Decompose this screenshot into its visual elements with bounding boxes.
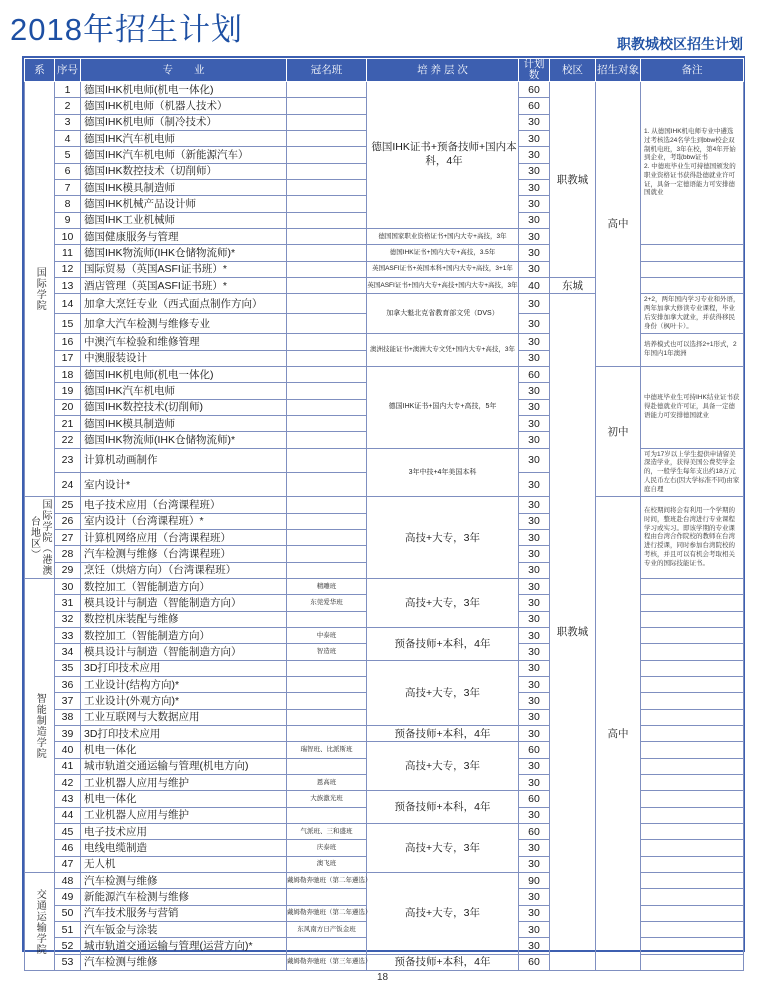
crown-class: 智造班 bbox=[287, 644, 367, 660]
crown-class bbox=[287, 98, 367, 114]
plan-count: 30 bbox=[519, 709, 550, 725]
row-number: 20 bbox=[55, 399, 81, 415]
plan-count: 60 bbox=[519, 98, 550, 114]
row-number: 34 bbox=[55, 644, 81, 660]
row-number: 9 bbox=[55, 212, 81, 228]
row-number: 40 bbox=[55, 742, 81, 758]
major-name: 工业机器人应用与维护 bbox=[81, 775, 287, 791]
plan-count: 30 bbox=[519, 562, 550, 578]
major-name: 德国IHK机电师（机器人技术） bbox=[81, 98, 287, 114]
crown-class: 瑞智班、比派斯班 bbox=[287, 742, 367, 758]
major-name: 电子技术应用（台湾课程班） bbox=[81, 497, 287, 513]
plan-count: 30 bbox=[519, 334, 550, 350]
crown-class bbox=[287, 513, 367, 529]
crown-class bbox=[287, 399, 367, 415]
plan-count: 30 bbox=[519, 530, 550, 546]
crown-class: 戴姆勒奔驰班（第二年遴选） bbox=[287, 873, 367, 889]
row-number: 15 bbox=[55, 314, 81, 334]
crown-class bbox=[287, 497, 367, 513]
table-row bbox=[25, 497, 744, 513]
major-name: 电子技术应用 bbox=[81, 824, 287, 840]
crown-class bbox=[287, 693, 367, 709]
crown-class: 大族激光班 bbox=[287, 791, 367, 807]
major-name: 德国IHK机电师(机电一体化) bbox=[81, 82, 287, 98]
row-number: 46 bbox=[55, 840, 81, 856]
row-number: 33 bbox=[55, 628, 81, 644]
major-name: 德国IHK汽车机电师 bbox=[81, 131, 287, 147]
crown-class bbox=[287, 758, 367, 774]
dept-cell: 国际学院 bbox=[25, 82, 55, 497]
crown-class: 精雕班 bbox=[287, 579, 367, 595]
row-number: 36 bbox=[55, 677, 81, 693]
row-number: 42 bbox=[55, 775, 81, 791]
plan-count: 30 bbox=[519, 905, 550, 921]
plan-count: 30 bbox=[519, 513, 550, 529]
target-cell: 初中 bbox=[596, 367, 641, 497]
target-cell: 高中 bbox=[596, 82, 641, 367]
crown-class bbox=[287, 245, 367, 261]
plan-count: 60 bbox=[519, 82, 550, 98]
row-number: 37 bbox=[55, 693, 81, 709]
note-cell bbox=[641, 905, 744, 921]
training-level: 预备技师+本科，4年 bbox=[367, 791, 519, 824]
crown-class bbox=[287, 546, 367, 562]
table-row bbox=[25, 367, 744, 383]
crown-class bbox=[287, 196, 367, 212]
row-number: 6 bbox=[55, 163, 81, 179]
table-body bbox=[25, 82, 744, 971]
plan-count: 30 bbox=[519, 131, 550, 147]
training-level: 3年中技+4年美国本科 bbox=[367, 448, 519, 497]
row-number: 5 bbox=[55, 147, 81, 163]
note-cell bbox=[641, 611, 744, 627]
crown-class bbox=[287, 448, 367, 472]
training-level: 高技+大专，3年 bbox=[367, 579, 519, 628]
plan-count: 30 bbox=[519, 114, 550, 130]
crown-class bbox=[287, 709, 367, 725]
row-number: 29 bbox=[55, 562, 81, 578]
row-number: 27 bbox=[55, 530, 81, 546]
major-name: 德国IHK模具制造师 bbox=[81, 180, 287, 196]
note-cell bbox=[641, 856, 744, 872]
training-level: 高技+大专，3年 bbox=[367, 497, 519, 579]
plan-count: 30 bbox=[519, 416, 550, 432]
plan-count: 30 bbox=[519, 856, 550, 872]
crown-class bbox=[287, 147, 367, 163]
note-cell bbox=[641, 726, 744, 742]
training-level: 澳洲技能证书+澳洲大专文凭+国内大专+高技，3年 bbox=[367, 334, 519, 367]
plan-count: 30 bbox=[519, 579, 550, 595]
plan-count: 60 bbox=[519, 367, 550, 383]
header-note: 备注 bbox=[641, 59, 744, 82]
plan-count: 30 bbox=[519, 840, 550, 856]
note-cell bbox=[641, 677, 744, 693]
dept-cell: 智能制造学院 bbox=[25, 579, 55, 873]
header-plan: 计划数 bbox=[519, 59, 550, 82]
major-name: 汽车技术服务与营销 bbox=[81, 905, 287, 921]
note-cell bbox=[641, 709, 744, 725]
plan-count: 30 bbox=[519, 644, 550, 660]
major-name: 工业设计(结构方向)* bbox=[81, 677, 287, 693]
note-cell bbox=[641, 791, 744, 807]
major-name: 模具设计与制造（智能制造方向） bbox=[81, 644, 287, 660]
crown-class bbox=[287, 677, 367, 693]
row-number: 17 bbox=[55, 350, 81, 366]
note-cell: 培养模式也可以选择2+1形式，2年国内1年澳洲 bbox=[641, 334, 744, 367]
note-cell: 1. 从德国IHK机电师专业中遴选过考核选24名学生到bbw校企双制机电班，3年在校，第4年开始到企业，考取bbw证书 2. 中德班毕业生可持德国颁发的职业资格证书获得赴德就业许可证，具备一定德语能力可安排德国就业 bbox=[641, 82, 744, 245]
plan-count: 30 bbox=[519, 628, 550, 644]
crown-class bbox=[287, 530, 367, 546]
major-name: 德国IHK数控技术（切削师） bbox=[81, 163, 287, 179]
crown-class: 庆泰班 bbox=[287, 840, 367, 856]
crown-class bbox=[287, 334, 367, 350]
major-name: 电线电缆制造 bbox=[81, 840, 287, 856]
row-number: 38 bbox=[55, 709, 81, 725]
major-name: 计算机动画制作 bbox=[81, 448, 287, 472]
training-level: 预备技师+本科，4年 bbox=[367, 628, 519, 661]
row-number: 25 bbox=[55, 497, 81, 513]
row-number: 53 bbox=[55, 954, 81, 970]
training-level: 预备技师+本科，4年 bbox=[367, 726, 519, 742]
training-level: 德国IHK证书+预备技师+国内本科，4年 bbox=[367, 82, 519, 229]
plan-count: 30 bbox=[519, 726, 550, 742]
major-name: 室内设计（台湾课程班）* bbox=[81, 513, 287, 529]
crown-class bbox=[287, 131, 367, 147]
crown-class bbox=[287, 314, 367, 334]
major-name: 机电一体化 bbox=[81, 742, 287, 758]
campus-cell: 职教城 bbox=[550, 82, 596, 278]
row-number: 3 bbox=[55, 114, 81, 130]
training-level: 英国ASFI证书+国内大专+高技+国内大专+高技，3年 bbox=[367, 277, 519, 293]
major-name: 加拿大汽车检测与维修专业 bbox=[81, 314, 287, 334]
row-number: 21 bbox=[55, 416, 81, 432]
crown-class bbox=[287, 807, 367, 823]
crown-class bbox=[287, 473, 367, 497]
major-name: 数控加工（智能制造方向） bbox=[81, 579, 287, 595]
header-major: 专 业 bbox=[81, 59, 287, 82]
row-number: 10 bbox=[55, 228, 81, 244]
plan-count: 60 bbox=[519, 791, 550, 807]
major-name: 德国IHK物流师(IHK仓储物流师)* bbox=[81, 245, 287, 261]
training-level: 德国IHK证书+国内大专+高技，5年 bbox=[367, 367, 519, 449]
training-level: 德国IHK证书+国内大专+高技，3.5年 bbox=[367, 245, 519, 261]
row-number: 28 bbox=[55, 546, 81, 562]
training-level: 英国ASFI证书+英国本科+国内大专+高技，3+1年 bbox=[367, 261, 519, 277]
plan-count: 30 bbox=[519, 775, 550, 791]
note-cell bbox=[641, 824, 744, 840]
row-number: 19 bbox=[55, 383, 81, 399]
major-name: 室内设计* bbox=[81, 473, 287, 497]
crown-class bbox=[287, 228, 367, 244]
major-name: 加拿大烹饪专业（西式面点制作方向） bbox=[81, 294, 287, 314]
crown-class bbox=[287, 416, 367, 432]
crown-class bbox=[287, 261, 367, 277]
major-name: 酒店管理（英国ASFI证书班）* bbox=[81, 277, 287, 293]
crown-class bbox=[287, 350, 367, 366]
note-cell bbox=[641, 742, 744, 758]
plan-count: 30 bbox=[519, 546, 550, 562]
major-name: 中澳汽车检验和维修管理 bbox=[81, 334, 287, 350]
major-name: 汽车钣金与涂装 bbox=[81, 922, 287, 938]
header-target: 招生对象 bbox=[596, 59, 641, 82]
dept-cell: 交通运输学院 bbox=[25, 873, 55, 971]
major-name: 汽车检测与维修（台湾课程班） bbox=[81, 546, 287, 562]
row-number: 41 bbox=[55, 758, 81, 774]
row-number: 18 bbox=[55, 367, 81, 383]
major-name: 德国IHK工业机械师 bbox=[81, 212, 287, 228]
crown-class bbox=[287, 611, 367, 627]
note-cell: 在校期间将会有利用一个学期的时间，整班赴台湾进行专业课程学习或实习。即该学期的专业课程由台湾合作院校的教师在台湾进行授课，同时参加台湾院校的考核，并且可以有机会考取相关专业的国际技能证书。 bbox=[641, 497, 744, 579]
plan-count: 30 bbox=[519, 693, 550, 709]
major-name: 数控机床装配与维修 bbox=[81, 611, 287, 627]
note-cell bbox=[641, 922, 744, 938]
crown-class bbox=[287, 383, 367, 399]
row-number: 39 bbox=[55, 726, 81, 742]
note-cell bbox=[641, 245, 744, 261]
row-number: 24 bbox=[55, 473, 81, 497]
training-level: 高技+大专，3年 bbox=[367, 824, 519, 873]
major-name: 新能源汽车检测与维修 bbox=[81, 889, 287, 905]
plan-count: 30 bbox=[519, 196, 550, 212]
training-level: 高技+大专，3年 bbox=[367, 660, 519, 725]
crown-class: 戴姆勒奔驰班（第二年遴选） bbox=[287, 905, 367, 921]
plan-count: 30 bbox=[519, 889, 550, 905]
crown-class bbox=[287, 889, 367, 905]
major-name: 德国IHK机电师(机电一体化) bbox=[81, 367, 287, 383]
crown-class bbox=[287, 82, 367, 98]
plan-count: 30 bbox=[519, 611, 550, 627]
note-cell bbox=[641, 644, 744, 660]
row-number: 12 bbox=[55, 261, 81, 277]
major-name: 汽车检测与维修 bbox=[81, 954, 287, 970]
plan-count: 30 bbox=[519, 660, 550, 676]
crown-class bbox=[287, 562, 367, 578]
major-name: 工业互联网与大数据应用 bbox=[81, 709, 287, 725]
plan-count: 30 bbox=[519, 497, 550, 513]
table-row bbox=[25, 82, 744, 98]
plan-count: 30 bbox=[519, 261, 550, 277]
crown-class: 戴姆勒奔驰班（第三年遴选） bbox=[287, 954, 367, 970]
plan-count: 30 bbox=[519, 595, 550, 611]
major-name: 德国IHK数控技术(切削师) bbox=[81, 399, 287, 415]
major-name: 国际贸易（英国ASFI证书班）* bbox=[81, 261, 287, 277]
plan-count: 30 bbox=[519, 228, 550, 244]
header-no: 序号 bbox=[55, 59, 81, 82]
note-cell bbox=[641, 660, 744, 676]
note-cell bbox=[641, 628, 744, 644]
crown-class bbox=[287, 367, 367, 383]
crown-class bbox=[287, 294, 367, 314]
plan-count: 60 bbox=[519, 824, 550, 840]
major-name: 德国IHK机械产品设计师 bbox=[81, 196, 287, 212]
note-cell bbox=[641, 840, 744, 856]
plan-count: 30 bbox=[519, 212, 550, 228]
note-cell: 2+2，两年国内学习专业和外语，两年加拿大修读专业课程，毕业后安排加拿大就业，并获得移民身份（枫叶卡）。 bbox=[641, 294, 744, 334]
row-number: 23 bbox=[55, 448, 81, 472]
crown-class bbox=[287, 212, 367, 228]
note-cell bbox=[641, 873, 744, 889]
major-name: 3D打印技术应用 bbox=[81, 726, 287, 742]
enrollment-table bbox=[24, 58, 744, 971]
major-name: 数控加工（智能制造方向） bbox=[81, 628, 287, 644]
row-number: 35 bbox=[55, 660, 81, 676]
plan-count: 30 bbox=[519, 938, 550, 954]
plan-count: 30 bbox=[519, 314, 550, 334]
crown-class bbox=[287, 114, 367, 130]
crown-class bbox=[287, 726, 367, 742]
row-number: 1 bbox=[55, 82, 81, 98]
crown-class bbox=[287, 180, 367, 196]
plan-count: 30 bbox=[519, 147, 550, 163]
plan-count: 60 bbox=[519, 742, 550, 758]
header-crown: 冠名班 bbox=[287, 59, 367, 82]
row-number: 30 bbox=[55, 579, 81, 595]
plan-count: 30 bbox=[519, 473, 550, 497]
plan-count: 30 bbox=[519, 163, 550, 179]
major-name: 汽车检测与维修 bbox=[81, 873, 287, 889]
note-cell bbox=[641, 807, 744, 823]
training-level: 预备技师+本科，4年 bbox=[367, 954, 519, 970]
row-number: 44 bbox=[55, 807, 81, 823]
crown-class bbox=[287, 938, 367, 954]
major-name: 德国IHK机电师（制冷技术） bbox=[81, 114, 287, 130]
page-number: 18 bbox=[376, 972, 389, 983]
note-cell bbox=[641, 775, 744, 791]
training-level: 高技+大专，3年 bbox=[367, 873, 519, 955]
row-number: 50 bbox=[55, 905, 81, 921]
enrollment-table-frame bbox=[22, 56, 745, 969]
row-number: 32 bbox=[55, 611, 81, 627]
major-name: 德国IHK物流师(IHK仓储物流师)* bbox=[81, 432, 287, 448]
header-campus: 校区 bbox=[550, 59, 596, 82]
major-name: 无人机 bbox=[81, 856, 287, 872]
training-level: 德国国家职业资格证书+国内大专+高技，3年 bbox=[367, 228, 519, 244]
crown-class bbox=[287, 277, 367, 293]
campus-cell: 东城 bbox=[550, 277, 596, 293]
row-number: 8 bbox=[55, 196, 81, 212]
page-title: 2018年招生计划 bbox=[10, 12, 243, 47]
row-number: 2 bbox=[55, 98, 81, 114]
plan-count: 40 bbox=[519, 277, 550, 293]
training-level: 高技+大专，3年 bbox=[367, 742, 519, 791]
note-cell bbox=[641, 954, 744, 970]
note-cell bbox=[641, 693, 744, 709]
crown-class: 恩高班 bbox=[287, 775, 367, 791]
major-name: 城市轨道交通运输与管理(运营方向)* bbox=[81, 938, 287, 954]
header-dept: 系 bbox=[25, 59, 55, 82]
crown-class bbox=[287, 163, 367, 179]
note-cell bbox=[641, 261, 744, 277]
plan-count: 30 bbox=[519, 294, 550, 314]
row-number: 49 bbox=[55, 889, 81, 905]
row-number: 22 bbox=[55, 432, 81, 448]
row-number: 4 bbox=[55, 131, 81, 147]
row-number: 52 bbox=[55, 938, 81, 954]
plan-count: 30 bbox=[519, 758, 550, 774]
crown-class bbox=[287, 432, 367, 448]
dept-cell: 国际学院（港澳台地区） bbox=[25, 497, 55, 579]
major-name: 机电一体化 bbox=[81, 791, 287, 807]
note-cell bbox=[641, 595, 744, 611]
row-number: 7 bbox=[55, 180, 81, 196]
major-name: 城市轨道交通运输与管理(机电方向) bbox=[81, 758, 287, 774]
plan-count: 30 bbox=[519, 180, 550, 196]
row-number: 14 bbox=[55, 294, 81, 314]
plan-count: 90 bbox=[519, 873, 550, 889]
major-name: 德国IHK汽车机电师（新能源汽车） bbox=[81, 147, 287, 163]
row-number: 51 bbox=[55, 922, 81, 938]
crown-class: 中泰班 bbox=[287, 628, 367, 644]
major-name: 德国IHK汽车机电师 bbox=[81, 383, 287, 399]
table-header-row bbox=[25, 59, 744, 82]
crown-class: 东风南方日产钣金班 bbox=[287, 922, 367, 938]
row-number: 13 bbox=[55, 277, 81, 293]
major-name: 计算机网络应用（台湾课程班） bbox=[81, 530, 287, 546]
note-cell bbox=[641, 758, 744, 774]
note-cell: 中德班毕业生可持IHK结业证书获得赴德就业许可证，具备一定德语能力可安排德国就业 bbox=[641, 367, 744, 449]
major-name: 工业机器人应用与维护 bbox=[81, 807, 287, 823]
crown-class: 澳飞班 bbox=[287, 856, 367, 872]
row-number: 48 bbox=[55, 873, 81, 889]
plan-count: 30 bbox=[519, 350, 550, 366]
major-name: 德国健康服务与管理 bbox=[81, 228, 287, 244]
major-name: 烹饪（烘焙方向）（台湾课程班） bbox=[81, 562, 287, 578]
campus-cell: 职教城 bbox=[550, 294, 596, 971]
header-level: 培 养 层 次 bbox=[367, 59, 519, 82]
plan-count: 30 bbox=[519, 383, 550, 399]
note-cell: 可为17岁以上学生提供申请留美深造学业，获得美国公费奖学金的，一般学生每年支出约18万元人民币左右(因大学标准不同)由家庭自理 bbox=[641, 448, 744, 497]
row-number: 45 bbox=[55, 824, 81, 840]
crown-class bbox=[287, 660, 367, 676]
plan-count: 30 bbox=[519, 245, 550, 261]
crown-class: 气派班、三和盛班 bbox=[287, 824, 367, 840]
note-cell bbox=[641, 889, 744, 905]
row-number: 31 bbox=[55, 595, 81, 611]
major-name: 3D打印技术应用 bbox=[81, 660, 287, 676]
row-number: 11 bbox=[55, 245, 81, 261]
row-number: 26 bbox=[55, 513, 81, 529]
plan-count: 30 bbox=[519, 399, 550, 415]
row-number: 47 bbox=[55, 856, 81, 872]
page-subtitle: 职教城校区招生计划 bbox=[617, 36, 743, 52]
major-name: 中澳服装设计 bbox=[81, 350, 287, 366]
major-name: 德国IHK模具制造师 bbox=[81, 416, 287, 432]
note-cell bbox=[641, 277, 744, 293]
plan-count: 30 bbox=[519, 432, 550, 448]
note-cell bbox=[641, 938, 744, 954]
major-name: 模具设计与制造（智能制造方向） bbox=[81, 595, 287, 611]
training-level: 加拿大魁北克省教育部文凭（DVS） bbox=[367, 294, 519, 334]
target-cell: 高中 bbox=[596, 497, 641, 971]
plan-count: 60 bbox=[519, 954, 550, 970]
plan-count: 30 bbox=[519, 807, 550, 823]
row-number: 43 bbox=[55, 791, 81, 807]
plan-count: 30 bbox=[519, 922, 550, 938]
plan-count: 30 bbox=[519, 677, 550, 693]
major-name: 工业设计(外观方向)* bbox=[81, 693, 287, 709]
row-number: 16 bbox=[55, 334, 81, 350]
plan-count: 30 bbox=[519, 448, 550, 472]
crown-class: 东莞爱华班 bbox=[287, 595, 367, 611]
note-cell bbox=[641, 579, 744, 595]
